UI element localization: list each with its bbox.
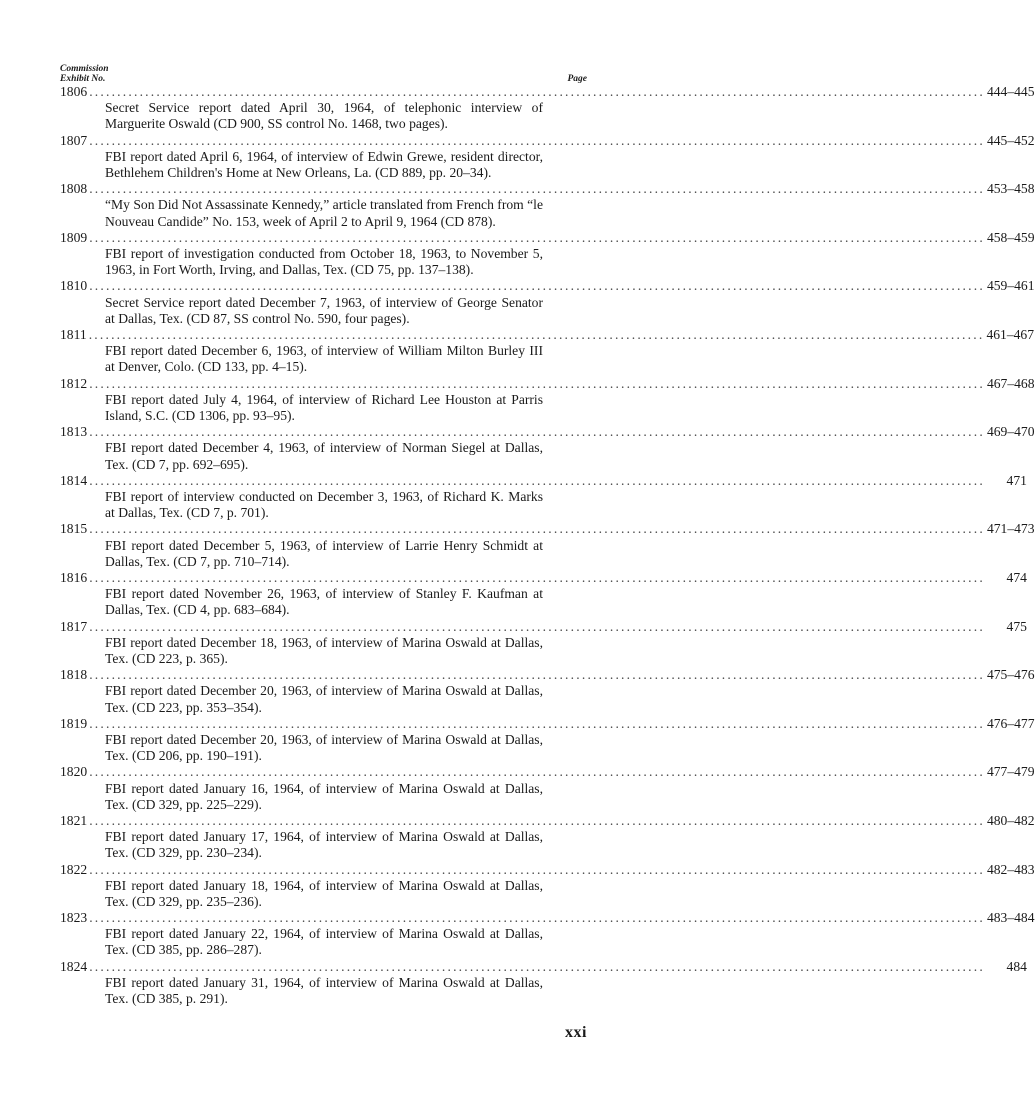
entry-line	[60, 84, 1035, 100]
exhibit-entry	[60, 715, 1035, 765]
exhibit-number: 1815	[60, 521, 88, 537]
exhibit-description: FBI report of interview conducted on December 3, 1963, of Richard K. Marks at Dallas, Tex. (CD 7, p. 701).	[105, 488, 543, 521]
exhibit-list	[60, 84, 1035, 1007]
dot-leader: ................................................................................................................................................................	[89, 861, 985, 877]
entry-line	[60, 132, 1035, 149]
exhibit-description: FBI report dated December 20, 1963, of interview of Marina Oswald at Dallas, Tex. (CD 206, pp. 190–191).	[105, 731, 543, 764]
exhibit-description: FBI report dated November 26, 1963, of interview of Stanley F. Kaufman at Dallas, Tex. (CD 4, pp. 683–684).	[105, 586, 543, 618]
exhibit-description: FBI report dated December 5, 1963, of interview of Larrie Henry Schmidt at Dallas, Tex. (CD 7, pp. 710–714).	[105, 537, 543, 569]
page-range: 467–468	[986, 375, 1035, 391]
entry-line	[60, 812, 1035, 829]
entry-line	[60, 667, 1035, 683]
exhibit-description: FBI report of investigation conducted from October 18, 1963, to November 5, 1963, in Fort Worth, Irving, and Dallas, Tex. (CD 75, pp. 137–138).	[105, 245, 543, 278]
exhibit-number: 1824	[60, 958, 88, 974]
exhibit-entry	[60, 326, 1035, 376]
exhibit-number: 1816	[60, 569, 88, 585]
page-range: 476–477	[986, 715, 1035, 731]
page-range: 484	[1006, 958, 1027, 974]
exhibit-number: 1821	[60, 812, 88, 828]
exhibit-description: FBI report dated April 6, 1964, of interview of Edwin Grewe, resident director, Bethlehem Children's Home at New Orleans, La. (CD 889, pp. 20–34).	[105, 148, 543, 180]
exhibit-entry	[60, 861, 1035, 911]
exhibit-number: 1823	[60, 910, 88, 926]
dot-leader: ................................................................................................................................................................	[89, 278, 985, 294]
entry-line	[60, 764, 1035, 780]
exhibit-entry	[60, 229, 1035, 279]
page-range: 475–476	[986, 667, 1035, 683]
exhibit-number: 1811	[60, 326, 87, 342]
exhibit-description: FBI report dated January 17, 1964, of interview of Marina Oswald at Dallas, Tex. (CD 329, pp. 230–234).	[105, 829, 543, 861]
exhibit-entry	[60, 375, 1035, 425]
dot-leader: ................................................................................................................................................................	[89, 521, 985, 537]
page-range: 471	[1006, 472, 1027, 488]
dot-leader: ................................................................................................................................................................	[89, 424, 985, 440]
exhibit-entry	[60, 132, 1035, 182]
exhibit-entry	[60, 667, 1035, 716]
exhibit-entry	[60, 84, 1035, 133]
dot-leader: ................................................................................................................................................................	[89, 569, 985, 585]
exhibit-entry	[60, 472, 1027, 522]
header-commission-label: Commission	[60, 64, 109, 74]
exhibit-description: FBI report dated January 16, 1964, of interview of Marina Oswald at Dallas, Tex. (CD 329, pp. 225–229).	[105, 780, 543, 812]
entry-line	[60, 618, 1027, 635]
exhibit-entry	[60, 764, 1035, 813]
entry-line	[60, 181, 1035, 197]
page-range: 444–445	[986, 84, 1035, 99]
dot-leader: ................................................................................................................................................................	[89, 910, 985, 926]
dot-leader: ................................................................................................................................................................	[89, 84, 985, 99]
dot-leader: ................................................................................................................................................................	[89, 618, 985, 634]
entry-line	[60, 326, 1035, 343]
exhibit-entry	[60, 618, 1027, 668]
dot-leader: ................................................................................................................................................................	[89, 472, 985, 488]
exhibit-entry	[60, 812, 1035, 862]
page-range: 453–458	[986, 181, 1035, 197]
entry-line	[60, 278, 1035, 294]
exhibit-entry	[60, 910, 1035, 959]
entry-line	[60, 569, 1027, 586]
exhibit-description: FBI report dated January 22, 1964, of interview of Marina Oswald at Dallas, Tex. (CD 385, pp. 286–287).	[105, 926, 543, 958]
page-range: 445–452	[986, 132, 1035, 148]
entry-line	[60, 521, 1035, 537]
entry-line	[60, 375, 1035, 392]
page-range: 482–483	[986, 861, 1035, 877]
header-page-label: Page	[567, 74, 587, 84]
dot-leader: ................................................................................................................................................................	[89, 181, 985, 197]
exhibit-description: FBI report dated December 18, 1963, of interview of Marina Oswald at Dallas, Tex. (CD 223, p. 365).	[105, 634, 543, 666]
page-range: 461–467	[986, 326, 1035, 342]
document-page	[60, 56, 1035, 1007]
exhibit-number: 1812	[60, 375, 88, 391]
page-range: 483–484	[986, 910, 1035, 926]
page-range: 469–470	[986, 424, 1035, 440]
dot-leader: ................................................................................................................................................................	[89, 667, 985, 683]
exhibit-number: 1808	[60, 181, 88, 197]
exhibit-number: 1817	[60, 618, 88, 634]
exhibit-description: Secret Service report dated December 7, 1963, of interview of George Senator at Dallas, Tex. (CD 87, SS control No. 590, four pages).	[105, 294, 543, 326]
exhibit-number: 1807	[60, 132, 88, 148]
exhibit-number: 1822	[60, 861, 88, 877]
entry-line	[60, 424, 1035, 440]
page-range: 458–459	[986, 229, 1035, 245]
dot-leader: ................................................................................................................................................................	[89, 375, 985, 391]
exhibit-description: “My Son Did Not Assassinate Kennedy,” article translated from French from “le Nouveau Candide” No. 153, week of April 2 to April 9, 1964 (CD 878).	[105, 197, 543, 229]
entry-line	[60, 715, 1035, 732]
entry-line	[60, 958, 1027, 975]
exhibit-number: 1813	[60, 424, 88, 440]
exhibit-number: 1809	[60, 229, 88, 245]
entry-line	[60, 472, 1027, 489]
entry-line	[60, 861, 1035, 878]
exhibit-number: 1819	[60, 715, 88, 731]
exhibit-description: FBI report dated December 20, 1963, of interview of Marina Oswald at Dallas, Tex. (CD 223, pp. 353–354).	[105, 683, 543, 715]
page-numeral: xxi	[565, 1024, 587, 1041]
column-header	[60, 56, 587, 84]
exhibit-number: 1820	[60, 764, 88, 780]
dot-leader: ................................................................................................................................................................	[89, 715, 985, 731]
exhibit-number: 1818	[60, 667, 88, 683]
dot-leader: ................................................................................................................................................................	[89, 764, 985, 780]
exhibit-number: 1806	[60, 84, 88, 99]
exhibit-number: 1814	[60, 472, 88, 488]
header-exhibit-label: Exhibit No.	[60, 74, 106, 84]
exhibit-entry	[60, 569, 1027, 619]
dot-leader: ................................................................................................................................................................	[89, 132, 985, 148]
exhibit-entry	[60, 521, 1035, 570]
page-range: 480–482	[986, 812, 1035, 828]
exhibit-entry	[60, 181, 1035, 230]
exhibit-description: FBI report dated December 6, 1963, of interview of William Milton Burley III at Denver, Colo. (CD 133, pp. 4–15).	[105, 343, 543, 375]
exhibit-entry	[60, 278, 1035, 327]
exhibit-description: FBI report dated January 18, 1964, of interview of Marina Oswald at Dallas, Tex. (CD 329, pp. 235–236).	[105, 877, 543, 909]
exhibit-description: FBI report dated December 4, 1963, of interview of Norman Siegel at Dallas, Tex. (CD 7, pp. 692–695).	[105, 440, 543, 472]
page-range: 475	[1006, 618, 1027, 634]
page-range: 459–461	[986, 278, 1035, 294]
exhibit-number: 1810	[60, 278, 88, 294]
page-range: 477–479	[986, 764, 1035, 780]
dot-leader: ................................................................................................................................................................	[89, 812, 985, 828]
dot-leader: ................................................................................................................................................................	[89, 229, 985, 245]
exhibit-entry	[60, 958, 1027, 1008]
exhibit-description: FBI report dated July 4, 1964, of interview of Richard Lee Houston at Parris Island, S.C. (CD 1306, pp. 93–95).	[105, 391, 543, 423]
page-range: 474	[1006, 569, 1027, 585]
exhibit-description: Secret Service report dated April 30, 1964, of telephonic interview of Marguerite Oswald (CD 900, SS control No. 1468, two pages).	[105, 100, 543, 132]
entry-line	[60, 229, 1035, 246]
page-range: 471–473	[986, 521, 1035, 537]
exhibit-column-heading	[60, 64, 109, 84]
entry-line	[60, 910, 1035, 926]
exhibit-entry	[60, 424, 1035, 473]
exhibit-description: FBI report dated January 31, 1964, of interview of Marina Oswald at Dallas, Tex. (CD 385, p. 291).	[105, 974, 543, 1007]
dot-leader: ................................................................................................................................................................	[89, 958, 985, 974]
dot-leader: ................................................................................................................................................................	[88, 326, 985, 342]
